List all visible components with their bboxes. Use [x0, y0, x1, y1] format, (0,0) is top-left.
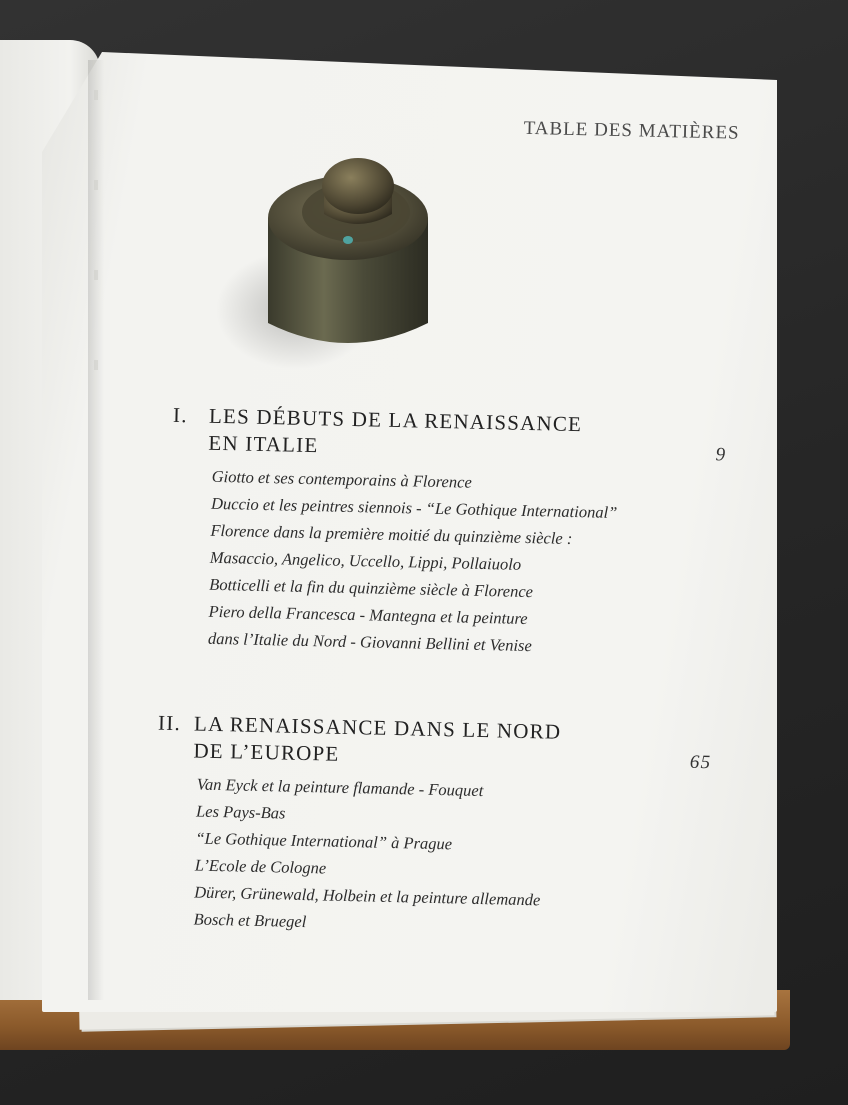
section-entry: Piero della Francesca - Mantegna et la peinture: [208, 601, 528, 629]
section-entry: Botticelli et la fin du quinzième siècle à Florence: [209, 574, 534, 602]
chapter-2: [153, 710, 718, 945]
chapter-1-sections: [168, 462, 732, 664]
section-entry: dans l’Italie du Nord - Giovanni Bellini et Venise: [207, 628, 532, 656]
toc-title: TABLE DES MATIÈRES: [523, 117, 740, 144]
chapter-2-page: 65: [689, 751, 712, 774]
section-entry: “Le Gothique International” à Prague: [195, 828, 453, 854]
section-entry: Dürer, Grünewald, Holbein et la peinture allemande: [194, 882, 541, 910]
section-entry: Duccio et les peintres siennois - “Le Gothique International”: [210, 493, 618, 523]
section-entry: Florence dans la première moitié du quinzième siècle :: [210, 520, 573, 549]
chapter-2-number: II.: [157, 710, 182, 736]
section-entry: Bosch et Bruegel: [193, 909, 307, 932]
chapter-1-title-line2: EN ITALIE: [208, 430, 319, 458]
chapter-1-title-line1: LES DÉBUTS DE LA RENAISSANCE: [208, 403, 583, 437]
section-entry: Van Eyck et la peinture flamande - Fouquet: [196, 774, 484, 801]
chapter-1-number: I.: [172, 402, 189, 428]
chapter-1-page: 9: [715, 444, 727, 466]
binding-thread: [94, 90, 98, 390]
chapter-1: [168, 402, 734, 664]
section-entry: Les Pays-Bas: [195, 801, 286, 823]
chapter-2-sections: [153, 770, 717, 945]
section-entry: Giotto et ses contemporains à Florence: [211, 466, 472, 492]
chapter-2-title-line2: DE L’EUROPE: [193, 738, 340, 766]
section-entry: L’Ecole de Cologne: [194, 855, 327, 878]
brass-weight: [262, 148, 434, 353]
chapter-2-title-line1: LA RENAISSANCE DANS LE NORD: [193, 711, 562, 744]
section-entry: Masaccio, Angelico, Uccello, Lippi, Pollaiuolo: [209, 547, 522, 574]
